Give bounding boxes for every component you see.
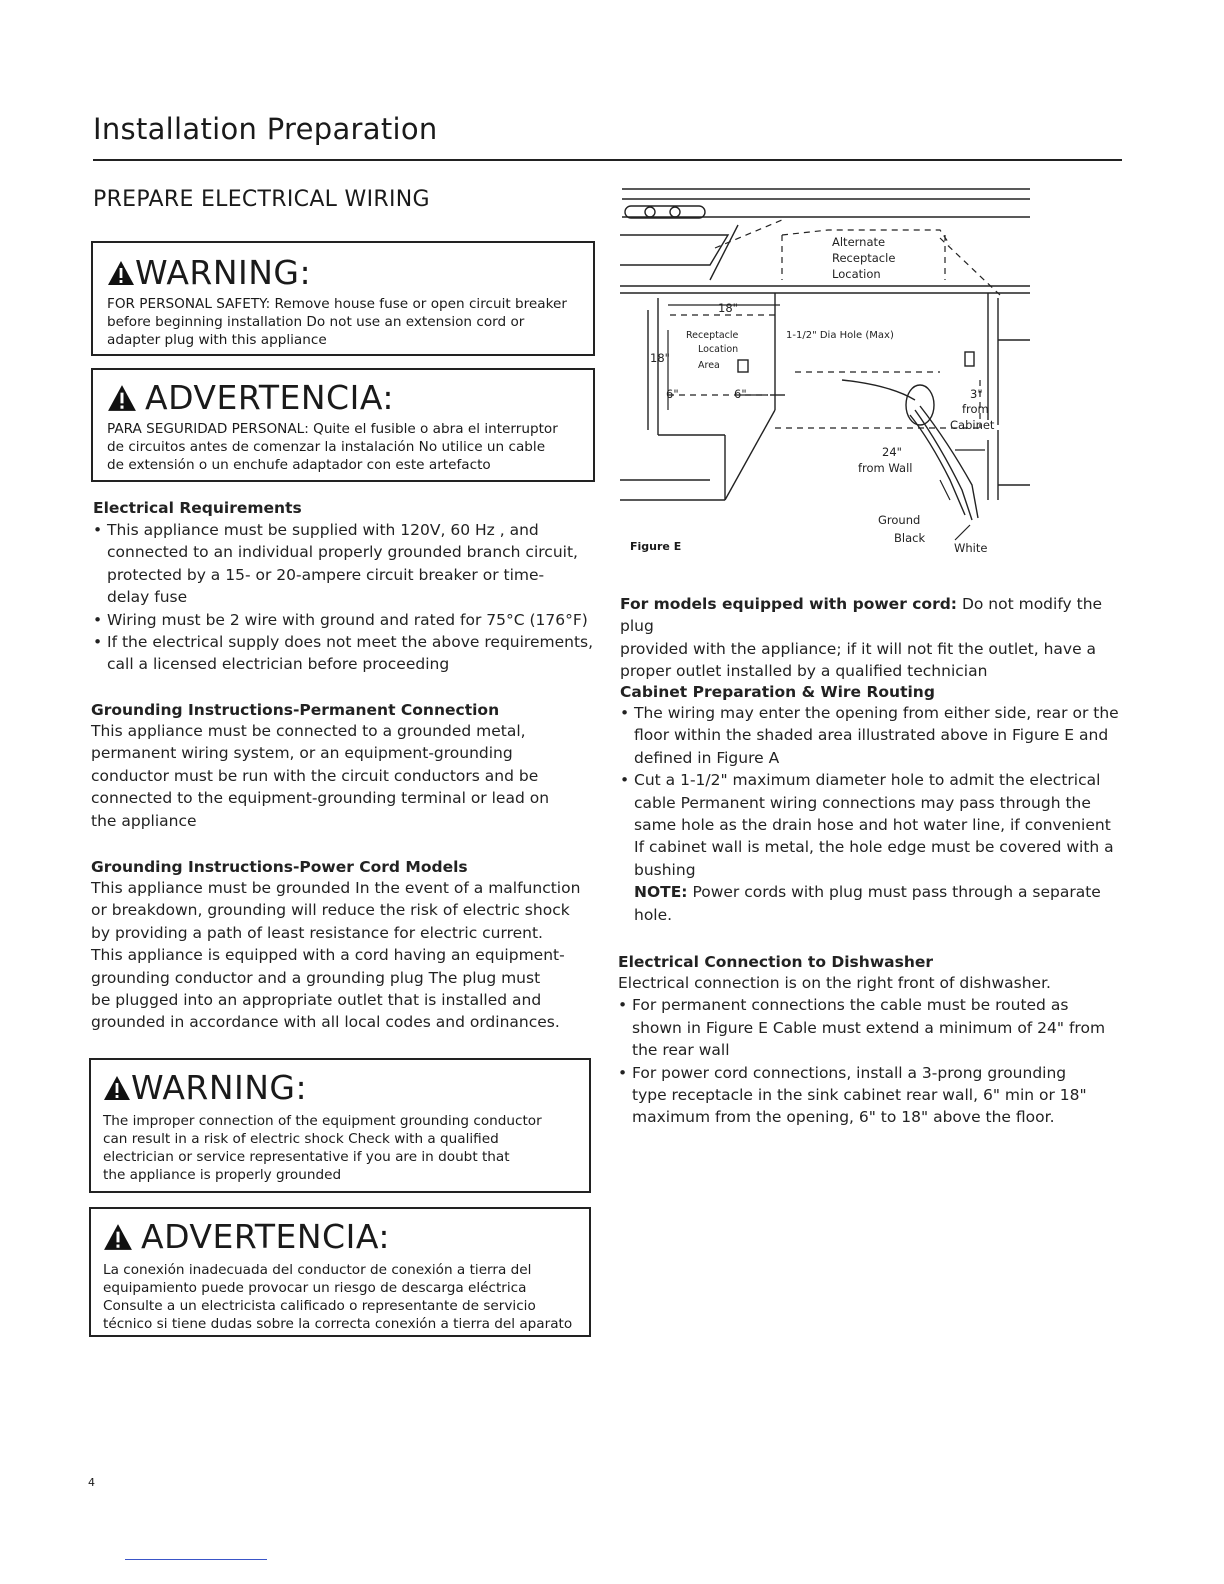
receptacle-area-label-2: Location — [698, 344, 739, 355]
page-title: Installation Preparation — [93, 112, 438, 146]
list-line — [634, 881, 1140, 903]
para-line — [620, 593, 1140, 638]
list-line: floor within the shaded area illustrated above in Figure E and — [634, 726, 1109, 745]
dim-18-side: 18" — [650, 351, 670, 365]
from-label: from — [962, 402, 989, 416]
advertencia-line: PARA SEGURIDAD PERSONAL: Quite el fusible o abra el interruptor — [107, 421, 558, 437]
para-line: This appliance must be grounded In the event of a malfunction — [91, 879, 581, 897]
warning-box-2 — [89, 1058, 591, 1193]
warning-line: electrician or service representative if you are in doubt that — [103, 1149, 510, 1165]
list-line: connected to an individual properly grounded branch circuit, — [107, 543, 578, 562]
receptacle-label: Receptacle — [832, 251, 896, 265]
warning-title: WARNING: — [135, 253, 312, 292]
list-item — [93, 519, 598, 609]
list-line: • Wiring must be 2 wire with ground and rated for 75°C (176°F) — [107, 610, 588, 629]
grounding-permanent-heading: Grounding Instructions-Permanent Connection — [91, 701, 500, 719]
warning-box-1 — [91, 241, 595, 356]
footnote-rule — [125, 1559, 267, 1560]
list-line: cable Permanent wiring connections may pass through the — [634, 793, 1091, 812]
power-cord-bold: For models equipped with power cord: — [620, 595, 958, 613]
list-line: • Cut a 1-1/2" maximum diameter hole to admit the electrical — [634, 771, 1101, 790]
advertencia-line: de circuitos antes de comenzar la instalación No utilice un cable — [107, 439, 546, 455]
warning-line: before beginning installation Do not use an extension cord or — [107, 314, 525, 330]
list-line: same hole as the drain hose and hot water line, if convenient — [634, 816, 1111, 835]
note-text: Power cords with plug must pass through a separate — [687, 883, 1101, 902]
para-line: conductor must be run with the circuit conductors and be — [91, 766, 539, 785]
warning-line: FOR PERSONAL SAFETY: Remove house fuse or open circuit breaker — [107, 296, 567, 312]
advertencia-box-1 — [91, 368, 595, 482]
list-item — [93, 609, 598, 631]
ground-label: Ground — [878, 513, 921, 527]
para-line: the appliance — [91, 811, 197, 830]
list-line: shown in Figure E Cable must extend a minimum of 24" from — [632, 1018, 1106, 1037]
para-line: provided with the appliance; if it will not fit the outlet, have a — [620, 639, 1097, 658]
list-line: • The wiring may enter the opening from either side, rear or the — [634, 704, 1119, 722]
dim-18-top: 18" — [718, 301, 738, 315]
advertencia-line: de extensión o un enchufe adaptador con este artefacto — [107, 457, 491, 473]
page-number: 4 — [88, 1476, 95, 1489]
cabinet-label: Cabinet — [950, 418, 995, 432]
warning-triangle-icon — [107, 260, 135, 286]
title-divider — [93, 159, 1122, 161]
para-line: proper outlet installed by a qualified technician — [620, 662, 988, 681]
list-line: • For permanent connections the cable must be routed as — [632, 996, 1069, 1015]
section-title: PREPARE ELECTRICAL WIRING — [93, 187, 430, 212]
list-item — [618, 1062, 1138, 1129]
para-line: grounded in accordance with all local codes and ordinances. — [91, 1013, 560, 1032]
from-wall-label: from Wall — [858, 461, 913, 475]
list-line: delay fuse — [107, 588, 188, 607]
note-label: NOTE: — [634, 883, 688, 902]
para-line: connected to the equipment-grounding terminal or lead on — [91, 789, 550, 808]
list-item — [93, 631, 598, 676]
figure-e-diagram — [610, 180, 1040, 570]
para-line: This appliance must be connected to a grounded metal, — [91, 722, 526, 740]
advertencia-box-2 — [89, 1207, 591, 1337]
grounding-cord — [91, 858, 601, 1034]
warning-triangle-icon — [103, 1075, 131, 1101]
warning-title: WARNING: — [131, 1068, 308, 1107]
alternate-label: Alternate — [832, 235, 886, 249]
hole-label: 1-1/2" Dia Hole (Max) — [786, 330, 894, 341]
location-label: Location — [832, 267, 881, 281]
warning-line: adapter plug with this appliance — [107, 332, 327, 348]
list-line: • For power cord connections, install a 3-prong grounding — [632, 1063, 1067, 1082]
power-cord-first-line: Do not modify the plug — [620, 595, 1103, 636]
black-label: Black — [894, 531, 926, 545]
list-line: call a licensed electrician before proceeding — [107, 655, 450, 674]
advertencia-title: ADVERTENCIA: — [145, 378, 394, 417]
list-line: defined in Figure A — [634, 748, 780, 767]
power-cord-paragraph — [620, 593, 1140, 683]
list-item — [620, 702, 1140, 769]
warning-triangle-icon — [103, 1223, 133, 1251]
advertencia-line: equipamiento puede provocar un riesgo de descarga eléctrica — [103, 1280, 527, 1296]
dim-3: 3" — [970, 387, 983, 401]
receptacle-area-label-1: Receptacle — [686, 330, 739, 341]
list-line: If cabinet wall is metal, the hole edge must be covered with a — [634, 838, 1114, 857]
advertencia-line: técnico si tiene dudas sobre la correcta conexión a tierra del aparato — [103, 1316, 573, 1332]
receptacle-area-label-3: Area — [698, 360, 720, 371]
para-line: or breakdown, grounding will reduce the risk of electric shock — [91, 901, 570, 920]
grounding-cord-heading: Grounding Instructions-Power Cord Models — [91, 858, 468, 876]
list-line: type receptacle in the sink cabinet rear wall, 6" min or 18" — [632, 1086, 1087, 1105]
dim-6-left: 6" — [666, 387, 679, 401]
advertencia-title: ADVERTENCIA: — [141, 1217, 390, 1256]
list-line: the rear wall — [632, 1041, 730, 1060]
electrical-connection-intro: Electrical connection is on the right front of dishwasher. — [618, 974, 1051, 992]
list-line: bushing — [634, 860, 696, 879]
dim-6-mid: 6" — [734, 387, 747, 401]
advertencia-line: La conexión inadecuada del conductor de conexión a tierra del — [103, 1262, 532, 1278]
list-line: protected by a 15- or 20-ampere circuit breaker or time- — [107, 565, 545, 584]
cabinet-preparation — [620, 683, 1140, 926]
electrical-connection-heading: Electrical Connection to Dishwasher — [618, 953, 934, 971]
electrical-requirements-heading: Electrical Requirements — [93, 499, 302, 517]
para-line: be plugged into an appropriate outlet that is installed and — [91, 991, 542, 1010]
advertencia-line: Consulte a un electricista calificado o representante de servicio — [103, 1298, 536, 1314]
list-item — [618, 994, 1138, 1061]
white-label: White — [954, 541, 988, 555]
grounding-permanent — [91, 701, 596, 832]
list-line: • This appliance must be supplied with 120V, 60 Hz , and — [107, 521, 539, 539]
para-line: grounding conductor and a grounding plug The plug must — [91, 968, 541, 987]
para-line: This appliance is equipped with a cord having an equipment- — [91, 946, 565, 965]
electrical-connection — [618, 953, 1138, 1129]
para-line: permanent wiring system, or an equipment-grounding — [91, 744, 513, 763]
para-line: by providing a path of least resistance for electric current. — [91, 923, 543, 942]
list-line: maximum from the opening, 6" to 18" above the floor. — [632, 1108, 1055, 1127]
warning-line: The improper connection of the equipment grounding conductor — [103, 1113, 542, 1129]
warning-triangle-icon — [107, 384, 137, 412]
figure-caption: Figure E — [630, 540, 682, 553]
electrical-requirements — [93, 499, 598, 676]
dim-24: 24" — [882, 445, 902, 459]
list-line: hole. — [634, 905, 673, 924]
list-item — [620, 769, 1140, 926]
warning-line: the appliance is properly grounded — [103, 1167, 342, 1183]
list-line: • If the electrical supply does not meet the above requirements, — [107, 633, 594, 652]
cabinet-preparation-heading: Cabinet Preparation & Wire Routing — [620, 683, 935, 701]
warning-line: can result in a risk of electric shock Check with a qualified — [103, 1131, 499, 1147]
